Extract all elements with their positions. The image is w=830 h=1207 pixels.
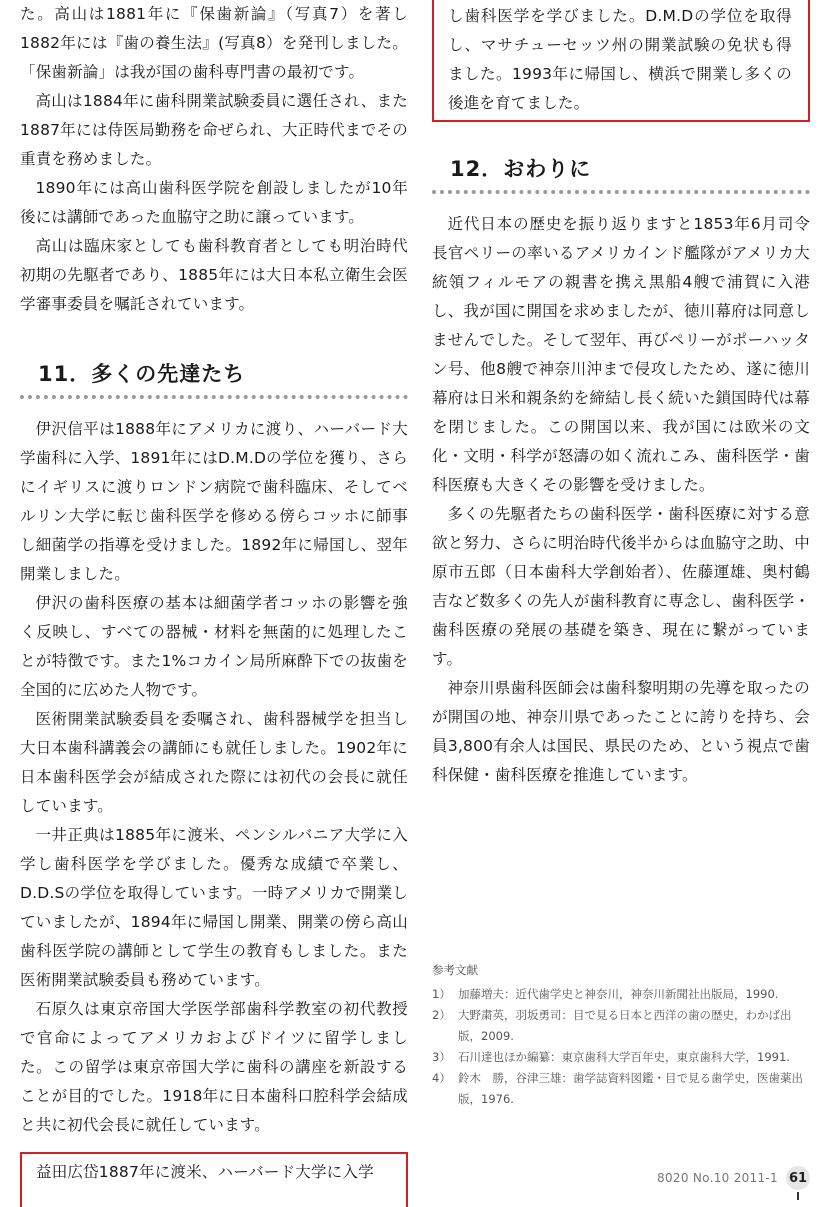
intro-paragraph: 1890年には高山歯科医学院を創設しましたが10年後には講師であった血脇守之助に譲っています。	[20, 179, 408, 226]
section-11-paragraph: 伊沢の歯科医療の基本は細菌学者コッホの影響を強く反映し、すべての器械・材料を無菌的に処理したことが特徴です。また1%コカイン局所麻酔下での抜歯を全国的に広めた人物です。	[20, 594, 408, 699]
page-number: 61	[786, 1166, 810, 1190]
left-column	[20, 0, 408, 1207]
reference-item	[432, 1068, 810, 1110]
highlight-box-continuation	[432, 0, 810, 122]
footer-rule	[797, 1192, 799, 1200]
reference-number: 1）	[432, 987, 451, 1001]
reference-text: 加藤増夫：近代歯学史と神奈川，神奈川新聞社出版局，1990.	[458, 987, 779, 1001]
section-11-paragraph: 一井正典は1885年に渡米、ペンシルバニア大学に入学し歯科医学を学びました。優秀な成績で卒業し、D.D.Sの学位を取得しています。一時アメリカで開業していましたが、1894年に帰国し開業、開業の傍ら高山歯科医学院の講師として学生の教育もしました。また医術開業試験委員も務めています。	[20, 826, 408, 989]
references	[432, 962, 810, 1110]
reference-item	[432, 1047, 810, 1068]
reference-item	[432, 1005, 810, 1047]
intro-paragraph: 高山は1884年に歯科開業試験委員に選任され、また1887年には侍医局勤務を命ぜられ、大正時代までその重責を務めました。	[20, 92, 408, 168]
publication-info: 8020 No.10 2011-1	[657, 1171, 778, 1185]
page-footer	[657, 1166, 810, 1190]
highlight-box-text: 益田広岱1887年に渡米、ハーバード大学に入学	[36, 1163, 374, 1181]
highlight-box-text: し歯科医学を学びました。D.M.Dの学位を取得し、マサチューセッツ州の開業試験の免状も得ました。1993年に帰国し、横浜で開業し多くの後進を育てました。	[448, 7, 792, 112]
references-title: 参考文献	[432, 963, 478, 977]
highlight-box-start	[20, 1152, 408, 1207]
reference-item	[432, 984, 810, 1005]
section-12-paragraph: 神奈川県歯科医師会は歯科黎明期の先導を取ったのが開国の地、神奈川県であったことに誇りを持ち、会員3,800有余人は国民、県民のため、という視点で歯科保健・歯科医療を推進しています。	[432, 679, 810, 784]
right-column	[432, 0, 810, 790]
reference-number: 3）	[432, 1050, 451, 1064]
reference-text: 鈴木 勝，谷津三雄：歯学誌資料図鑑・目で見る歯学史，医歯薬出版，1976.	[458, 1071, 803, 1106]
section-11-paragraph: 石原久は東京帝国大学医学部歯科学教室の初代教授で官命によってアメリカおよびドイツに留学しました。この留学は東京帝国大学に歯科の講座を新設することが目的でした。1918年に日本歯科口腔科学会結成と共に初代会長に就任しています。	[20, 1000, 408, 1134]
section-12-paragraph: 近代日本の歴史を振り返りますと1853年6月司令長官ペリーの率いるアメリカインド艦隊がアメリカ大統領フィルモアの親書を携え黒船4艘で浦賀に入港し、我が国に開国を求めましたが、徳川幕府は同意しませんでした。そして翌年、再びペリーがポーハッタン号、他8艘で神奈川沖まで侵攻したため、遂に徳川幕府は日米和親条約を締結し長く続いた鎖国時代は幕を閉じました。この開国以来、我が国には欧米の文化・文明・科学が怒濤の如く流れこみ、歯科医学・歯科医療も大きくその影響を受けました。	[432, 215, 810, 494]
reference-number: 2）	[432, 1008, 451, 1022]
section-11-paragraph: 医術開業試験委員を委嘱され、歯科器械学を担当し大日本歯科講義会の講師にも就任しました。1902年に日本歯科医学会が結成された際には初代の会長に就任しています。	[20, 710, 408, 815]
reference-text: 大野粛英，羽坂勇司：目で見る日本と西洋の歯の歴史，わかば出版，2009.	[458, 1008, 792, 1043]
intro-paragraph: 高山は臨床家としても歯科教育者としても明治時代初期の先駆者であり、1885年には大日本私立衛生会医学審事委員を嘱託されています。	[20, 237, 408, 313]
section-11-paragraph: 伊沢信平は1888年にアメリカに渡り、ハーバード大学歯科に入学、1891年にはD.M.Dの学位を獲り、さらにイギリスに渡りロンドン病院で歯科臨床、そしてベルリン大学に転じ歯科医学を修める傍らコッホに師事し細菌学の指導を受けました。1892年に帰国し、翌年開業しました。	[20, 420, 408, 583]
reference-text: 石川達也ほか編纂：東京歯科大学百年史，東京歯科大学，1991.	[458, 1050, 790, 1064]
section-12-heading: 12．おわりに	[432, 154, 810, 194]
section-12-paragraph: 多くの先駆者たちの歯科医学・歯科医療に対する意欲と努力、さらに明治時代後半からは血脇守之助、中原市五郎（日本歯科大学創始者）、佐藤運雄、奥村鶴吉など数多くの先人が歯科教育に専念し、歯科医学・歯科医療の発展の基礎を築き、現在に繋がっています。	[432, 505, 810, 668]
section-11-heading: 11．多くの先達たち	[20, 359, 408, 399]
reference-number: 4）	[432, 1071, 451, 1085]
intro-paragraph: た。高山は1881年に『保歯新論』（写真7）を著し1882年には『歯の養生法』(写真8）を発刊しました。「保歯新論」は我が国の歯科専門書の最初です。	[20, 5, 408, 81]
